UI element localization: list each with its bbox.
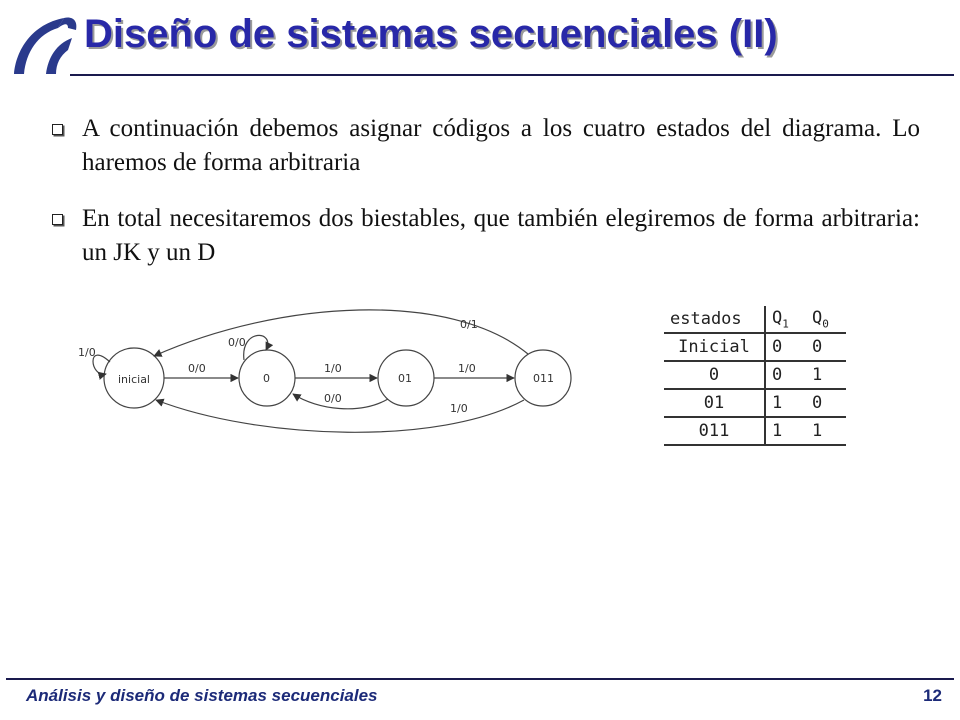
transition-label: 0/0 bbox=[228, 336, 246, 349]
footer-divider bbox=[6, 678, 954, 680]
table-row bbox=[664, 389, 846, 417]
state-label: 011 bbox=[533, 372, 554, 385]
header-q1: $Q_1$ bbox=[765, 306, 806, 333]
state-diagram bbox=[70, 300, 590, 450]
transition-label: 1/0 bbox=[78, 346, 96, 359]
page-number: 12 bbox=[923, 686, 942, 705]
bullet-list bbox=[40, 112, 920, 292]
state-label: inicial bbox=[118, 373, 150, 386]
footer-course-title: Análisis y diseño de sistemas secuenciales bbox=[26, 686, 378, 705]
transition-label: 1/0 bbox=[450, 402, 468, 415]
cell-estado: 011 bbox=[664, 417, 765, 445]
page-title: Diseño de sistemas secuenciales (II) bbox=[84, 12, 778, 56]
transition-label: 1/0 bbox=[458, 362, 476, 375]
transition-label: 0/0 bbox=[188, 362, 206, 375]
cell-q1: 0 bbox=[765, 361, 806, 389]
university-logo bbox=[6, 10, 80, 78]
cell-q1: 0 bbox=[765, 333, 806, 361]
cell-estado: Inicial bbox=[664, 333, 765, 361]
cell-q0: 0 bbox=[806, 333, 846, 361]
table-header-row bbox=[664, 306, 846, 333]
transition-0-self bbox=[244, 335, 268, 360]
bullet-item bbox=[40, 112, 920, 180]
checkbox-bullet-icon bbox=[52, 214, 63, 225]
bullet-text: En total necesitaremos dos biestables, que también elegiremos de forma arbitraria: un JK y un D bbox=[82, 205, 920, 266]
cell-estado: 0 bbox=[664, 361, 765, 389]
transition-label: 1/0 bbox=[324, 362, 342, 375]
cell-estado: 01 bbox=[664, 389, 765, 417]
cell-q1: 1 bbox=[765, 389, 806, 417]
transition-011-inicial-top bbox=[154, 310, 528, 356]
state-code-table bbox=[664, 306, 846, 446]
table-row bbox=[664, 417, 846, 445]
transition-label: 0/0 bbox=[324, 392, 342, 405]
table-row bbox=[664, 333, 846, 361]
header-estados: estados bbox=[664, 306, 765, 333]
checkbox-bullet-icon bbox=[52, 124, 63, 135]
cell-q1: 1 bbox=[765, 417, 806, 445]
cell-q0: 1 bbox=[806, 361, 846, 389]
title-divider bbox=[70, 74, 954, 76]
transition-label: 0/1 bbox=[460, 318, 478, 331]
cell-q0: 1 bbox=[806, 417, 846, 445]
header-q0: $Q_0$ bbox=[806, 306, 846, 333]
state-label: 0 bbox=[263, 372, 270, 385]
cell-q0: 0 bbox=[806, 389, 846, 417]
table-row bbox=[664, 361, 846, 389]
bullet-text: A continuación debemos asignar códigos a los cuatro estados del diagrama. Lo haremos de forma arbitraria bbox=[82, 115, 920, 176]
state-label: 01 bbox=[398, 372, 412, 385]
bullet-item bbox=[40, 202, 920, 270]
